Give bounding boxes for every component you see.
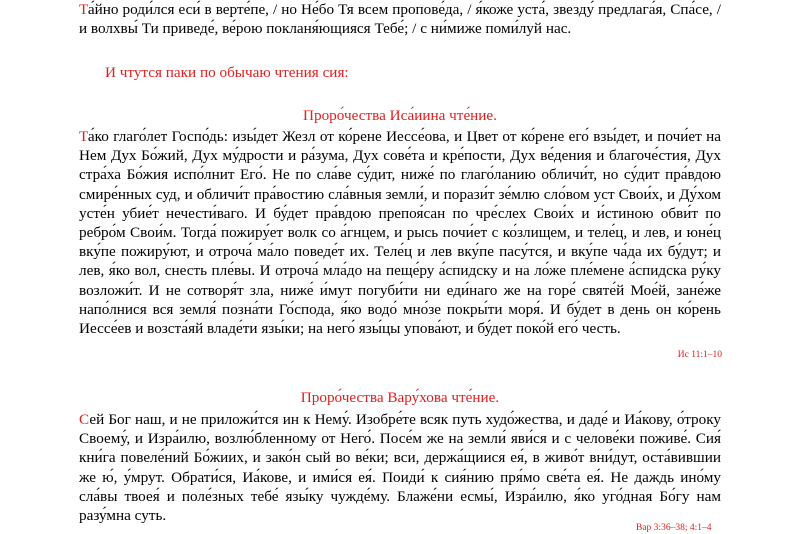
troparion-paragraph	[79, 0, 721, 38]
reading-text-isaiah	[79, 127, 721, 338]
drop-initial: С	[79, 411, 90, 428]
drop-initial: Т	[79, 1, 88, 18]
rubric-instruction: И чтутся паки по обычаю чтения сия:	[105, 64, 349, 81]
paragraph-text: ей Бог наш, и не приложи́тся ин к Нему́. Изобре́те всяк путь худо́жества, и даде́ и Иа́кову, о́троку Своему́, и Изра́илю, возлю́бленному от Него́. Посе́м же на земли́ яви́ся и с челове́ки поживе́. Сия́ кни́га повеле́ний Бо́жиих, и зако́н сый во ве́ки; вси, держа́щиися ея́, в живо́т вни́дут, оста́вившии же ю́, у́мрут. Обрати́ся, Иа́кове, и ими́ся ея́. Поиди́ к сия́нию пря́мо све́та ея́. Не даждь ино́му сла́вы твоея́ и поле́зных тебе́ язы́ку чужде́му. Блаже́ни есмы́, Изра́илю, я́ко уго́дная Бо́гу нам разу́мна суть.	[79, 411, 721, 525]
scripture-reference-baruch: Вар 3:36–38; 4:1–4	[636, 523, 712, 533]
scripture-reference-isaiah: Ис 11:1–10	[677, 350, 722, 360]
reading-heading-baruch: Проро́чества Вару́хова чте́ние.	[300, 389, 500, 406]
reading-heading-isaiah: Проро́чества Иса́иина чте́ние.	[303, 107, 497, 124]
paragraph-text: а́ко глаго́лет Госпо́дь: изы́дет Жезл от ко́рене Иессе́ова, и Цвет от ко́рене его́ взы́дет, и почи́ет на Нем Дух Бо́жий, Дух му́дрости и ра́зума, Дух сове́та и кре́пости, Дух ве́дения и благоче́стия, Дух стра́ха Бо́жия испо́лнит Его́. Не по сла́ве су́дит, ниже́ по глаго́ланию обличи́т, но су́дит пра́вдою смире́нных суд, и обличи́т пра́востию сла́вныя земли́, и порази́т зе́млю сло́вом уст Свои́х, и Ду́хом усте́н убие́т нечести́ваго. И бу́дет пра́вдою препоя́сан по чре́слех Свои́х и и́стиною обви́т по ребро́м Свои́м. Тогда́ пожиру́ет волк со а́гнцем, и рысь почи́ет с ко́злищем, и теле́ц, и лев, и юне́ц вку́пе пожиру́ют, и отроча́ ма́ло поведе́т их. Теле́ц и лев вку́пе пасу́тся, и вку́пе ча́да их бу́дут; и лев, я́ко вол, снесть пле́вы. И отроча́ мла́до на пеще́ру а́спидску и на ло́же пле́мене а́спидска ру́ку возложи́т. И не сотворя́т зла, ниже́ и́мут погуби́ти ни еди́наго же на горе́ святе́й Мое́й, зане́же напо́лнися вся земля́ позна́ти Го́спода, я́ко водо́ мно́зе покры́ти моря́. И бу́дет в день он ко́рень Иессе́ев и возста́яй владе́ти язы́ки; на него́ язы́цы упова́ют, и бу́дет поко́й его́ честь.	[79, 128, 721, 338]
reading-text-baruch	[79, 410, 721, 525]
paragraph-text: а́йно роди́лся еси́ в верте́пе, / но Не́бо Тя всем пропове́да, / я́коже уста́, звезду́ предлага́я, Спа́се, / и волхвы́ Ти приведе́, ве́рою покланя́ющияся Тебе́; / с ни́миже поми́луй нас.	[79, 1, 721, 38]
drop-initial: Т	[79, 128, 88, 145]
